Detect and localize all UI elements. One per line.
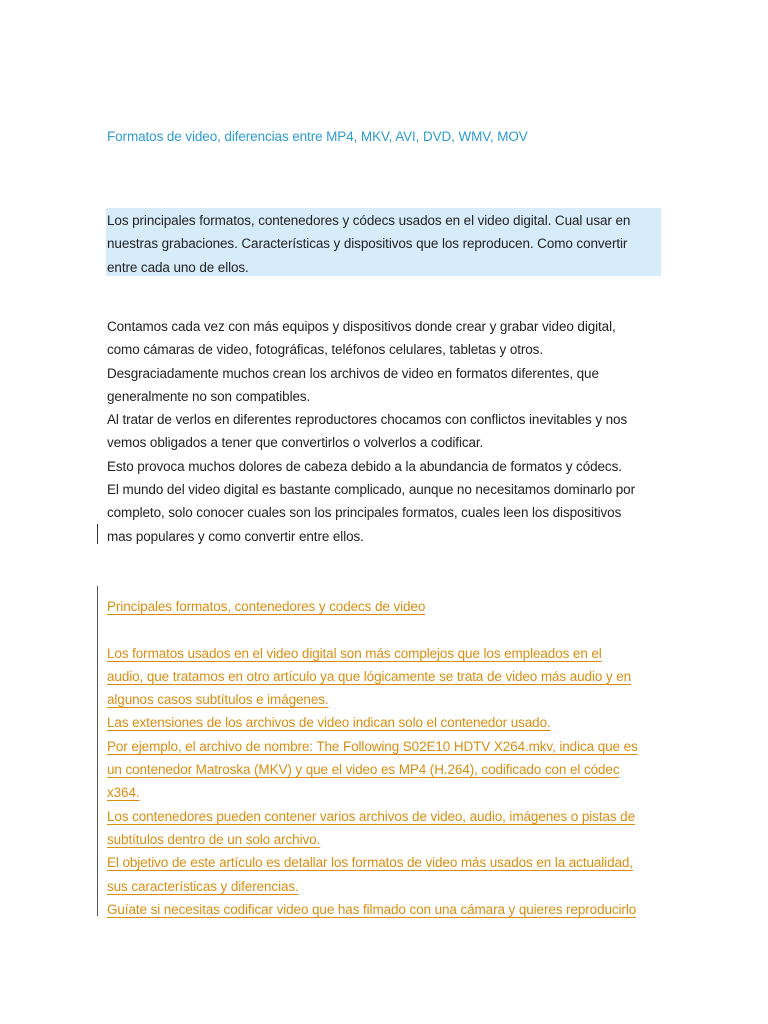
- text-cursor: [97, 524, 98, 544]
- link-line-text[interactable]: Guíate si necesitas codificar video que has filmado con una cámara y quieres reproducirlo: [107, 901, 637, 917]
- body-line: El mundo del video digital es bastante complicado, aunque no necesitamos dominarlo por: [107, 482, 635, 498]
- intro-line: nuestras grabaciones. Características y dispositivos que los reproducen. Como convertir: [107, 236, 628, 252]
- link-line-text[interactable]: un contenedor Matroska (MKV) y que el video es MP4 (H.264), codificado con el códec: [107, 762, 620, 778]
- body-line: generalmente no son compatibles.: [107, 388, 311, 404]
- intro-paragraph: [107, 209, 630, 279]
- link-line-text[interactable]: audio, que tratamos en otro artículo ya que lógicamente se trata de video más audio y en: [107, 668, 632, 684]
- body-line: vemos obligados a tener que convertirlos o volverlos a codificar.: [107, 435, 484, 451]
- body-line: Esto provoca muchos dolores de cabeza debido a la abundancia de formatos y códecs.: [107, 458, 622, 474]
- body-line: Desgraciadamente muchos crean los archivos de video en formatos diferentes, que: [107, 365, 599, 381]
- link-line-text[interactable]: subtítulos dentro de un solo archivo.: [107, 831, 321, 847]
- link-line[interactable]: [107, 758, 638, 781]
- link-line[interactable]: [107, 688, 638, 711]
- link-line[interactable]: [107, 642, 638, 665]
- link-line-text[interactable]: Los contenedores pueden contener varios archivos de video, audio, imágenes o pistas de: [107, 808, 635, 824]
- section-heading-link[interactable]: [107, 595, 638, 618]
- body-line: como cámaras de video, fotográficas, teléfonos celulares, tabletas y otros.: [107, 342, 543, 358]
- body-paragraph: [107, 315, 635, 548]
- body-line: Contamos cada vez con más equipos y dispositivos donde crear y grabar video digital,: [107, 319, 616, 334]
- document-title: Formatos de video, diferencias entre MP4, MKV, AVI, DVD, WMV, MOV: [107, 129, 528, 144]
- link-line-text[interactable]: x364.: [107, 785, 140, 801]
- body-line: mas populares y como convertir entre ellos.: [107, 528, 364, 544]
- link-line[interactable]: [107, 781, 638, 804]
- link-line[interactable]: [107, 711, 638, 734]
- intro-line: Los principales formatos, contenedores y códecs usados en el video digital. Cual usar en: [107, 213, 631, 228]
- link-line-text[interactable]: El objetivo de este artículo es detallar los formatos de video más usados en la actualidad,: [107, 855, 633, 871]
- link-line-text[interactable]: Las extensiones de los archivos de video indican solo el contenedor usado.: [107, 715, 551, 731]
- intro-line: entre cada uno de ellos.: [107, 259, 249, 275]
- link-line[interactable]: [107, 665, 638, 688]
- linked-section: [107, 595, 638, 921]
- link-line-text[interactable]: algunos casos subtítulos e imágenes.: [107, 692, 329, 708]
- link-line[interactable]: [107, 735, 638, 758]
- link-line[interactable]: [107, 898, 638, 921]
- body-line: Al tratar de verlos en diferentes reproductores chocamos con conflictos inevitables y nos: [107, 412, 628, 428]
- link-line[interactable]: [107, 875, 638, 898]
- blank-line: [107, 618, 638, 641]
- link-line[interactable]: [107, 851, 638, 874]
- link-line-text[interactable]: Los formatos usados en el video digital son más complejos que los empleados en el: [107, 645, 602, 661]
- margin-marker-bar: [97, 586, 98, 916]
- link-line[interactable]: [107, 828, 638, 851]
- link-line[interactable]: [107, 805, 638, 828]
- link-line-text[interactable]: Por ejemplo, el archivo de nombre: The Following S02E10 HDTV X264.mkv, indica que es: [107, 738, 638, 754]
- section-heading-link-text[interactable]: Principales formatos, contenedores y codecs de video: [107, 599, 426, 614]
- body-line: completo, solo conocer cuales son los principales formatos, cuales leen los dispositivos: [107, 505, 622, 521]
- link-line-text[interactable]: sus características y diferencias.: [107, 878, 299, 894]
